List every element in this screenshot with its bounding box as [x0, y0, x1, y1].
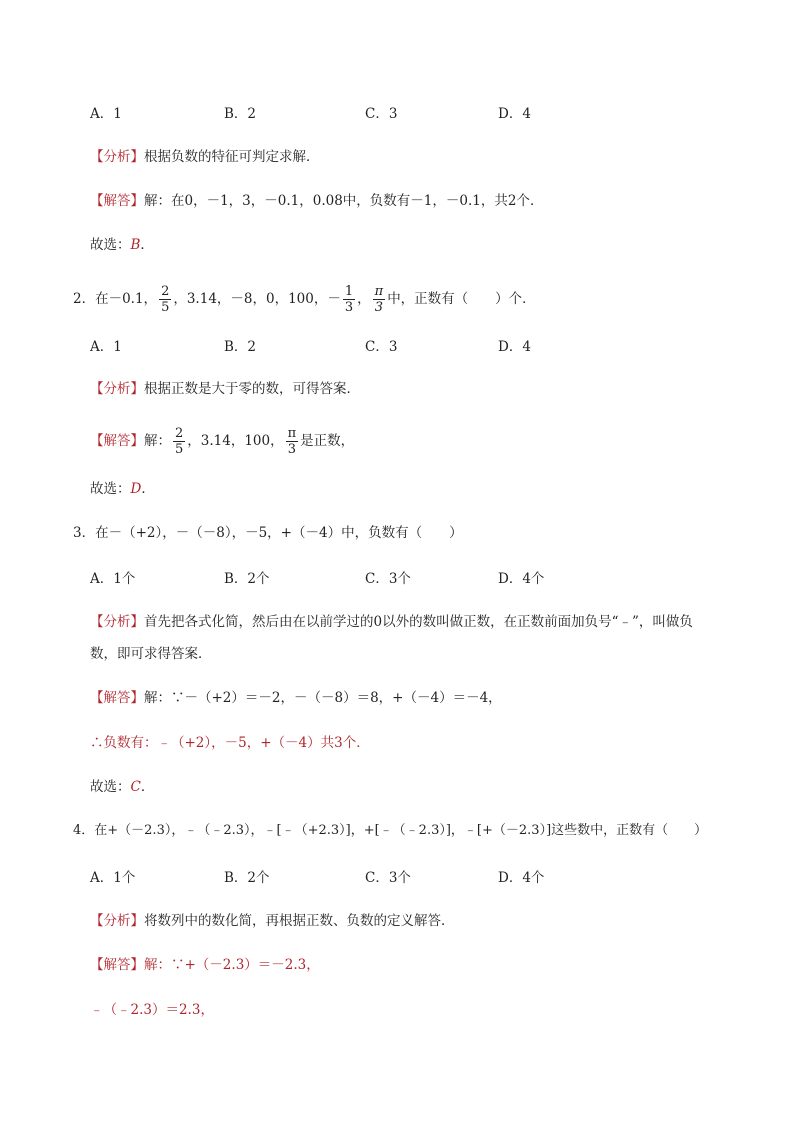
q2-choice [90, 479, 734, 499]
choice-suffix: ． [140, 779, 155, 795]
answer-tag: 【解答】 [90, 957, 144, 973]
analysis-tag: 【分析】 [90, 913, 144, 929]
q2-analysis [90, 379, 734, 399]
q1-answer [90, 191, 734, 211]
choice-letter: C [130, 779, 141, 795]
choice-letter: D [130, 481, 142, 497]
q4-answer [90, 955, 734, 975]
numerator: 1 [344, 284, 354, 299]
analysis-text: 首先把各式化简，然后由在以前学过的0以外的数叫做正数，在正数前面加负号“﹣”，叫做负 [144, 614, 693, 630]
fraction [373, 284, 386, 315]
q1-choice [90, 235, 734, 255]
numerator: 2 [175, 426, 184, 441]
choice-prefix: 故选： [90, 237, 131, 253]
choice-letter: B [130, 237, 141, 253]
numerator: 2 [161, 284, 170, 299]
q2-stem-start: 2．在－0.1， [73, 291, 158, 307]
q3-choice [90, 777, 734, 797]
q4-option-a: A．1个 [90, 870, 136, 886]
q3-options [90, 567, 690, 587]
answer-tag: 【解答】 [90, 690, 144, 706]
q2-stem-end: 中，正数有（ ）个． [387, 291, 536, 307]
denominator: 5 [175, 442, 184, 457]
choice-prefix: 故选： [90, 779, 131, 795]
q4-option-b: B．2个 [224, 870, 270, 886]
q4-stem: 4．在+（－2.3），﹣（﹣2.3），﹣[﹣（+2.3）]，+[﹣（﹣2.3）]，﹣[+（－2.3）]这些数中，正数有（ ） [73, 823, 708, 838]
q2-option-b: B．2 [224, 339, 257, 355]
choice-prefix: 故选： [90, 481, 131, 497]
q3-option-c: C．3个 [365, 571, 411, 587]
q2-answer [90, 426, 734, 457]
q2-options [90, 335, 690, 355]
analysis-tag: 【分析】 [90, 149, 144, 165]
q3-analysis [90, 612, 734, 632]
answer-tag: 【解答】 [90, 193, 144, 209]
q1-option-a: A．1 [90, 106, 122, 122]
q3-analysis-cont: 数，即可求得答案． [90, 646, 212, 662]
q2-stem [73, 284, 734, 315]
analysis-tag: 【分析】 [90, 381, 144, 397]
fraction [159, 284, 171, 315]
q4-answer-line2: ﹣（﹣2.3）＝2.3， [90, 1002, 214, 1018]
q4-option-d: D．4个 [498, 870, 545, 886]
fraction [286, 426, 299, 457]
numerator: π [374, 284, 384, 299]
q1-option-d: D．4 [498, 106, 531, 122]
q1-options [90, 102, 690, 122]
choice-suffix: ． [141, 481, 155, 497]
answer-text: 解：∵－（+2）＝－2，－（－8）＝8，+（－4）＝－4， [144, 690, 502, 706]
q4-analysis [90, 911, 734, 931]
analysis-text: 将数列中的数化简，再根据正数、负数的定义解答． [144, 913, 455, 929]
q2-option-a: A．1 [90, 339, 122, 355]
denominator: 3 [374, 300, 384, 315]
q4-options [90, 866, 690, 886]
q3-answer [90, 688, 734, 708]
q2-stem-mid: ，3.14，－8，0，100，－ [173, 291, 341, 307]
analysis-text: 根据正数是大于零的数，可得答案． [144, 381, 360, 397]
answer-prefix: 解： [144, 433, 171, 449]
answer-tag: 【解答】 [90, 433, 144, 449]
answer-text: 解：在0，－1，3，－0.1，0.08中，负数有－1，－0.1，共2个． [144, 193, 544, 209]
q1-analysis [90, 147, 734, 167]
q1-option-c: C．3 [365, 106, 398, 122]
q3-option-d: D．4个 [498, 571, 545, 587]
fraction [173, 426, 185, 457]
fraction [343, 284, 355, 315]
numerator: π [287, 426, 297, 441]
q3-therefore: ∴负数有：﹣（+2），－5，+（－4）共3个． [90, 735, 370, 751]
denominator: 5 [161, 300, 170, 315]
q2-option-d: D．4 [498, 339, 531, 355]
answer-end: 是正数， [300, 433, 355, 449]
analysis-text: 根据负数的特征可判定求解． [144, 149, 320, 165]
q3-stem: 3．在－（+2），－（－8），－5，+（－4）中，负数有（ ） [73, 525, 463, 541]
q2-stem-comma: ， [357, 291, 371, 307]
q3-option-b: B．2个 [224, 571, 270, 587]
q3-option-a: A．1个 [90, 571, 136, 587]
q1-option-b: B．2 [224, 106, 257, 122]
q4-option-c: C．3个 [365, 870, 411, 886]
choice-suffix: ． [140, 237, 154, 253]
answer-mid: ，3.14，100， [187, 433, 284, 449]
denominator: 3 [287, 442, 297, 457]
denominator: 3 [344, 300, 354, 315]
analysis-tag: 【分析】 [90, 614, 144, 630]
q2-option-c: C．3 [365, 339, 398, 355]
answer-text: 解：∵+（－2.3）＝－2.3， [144, 957, 320, 973]
